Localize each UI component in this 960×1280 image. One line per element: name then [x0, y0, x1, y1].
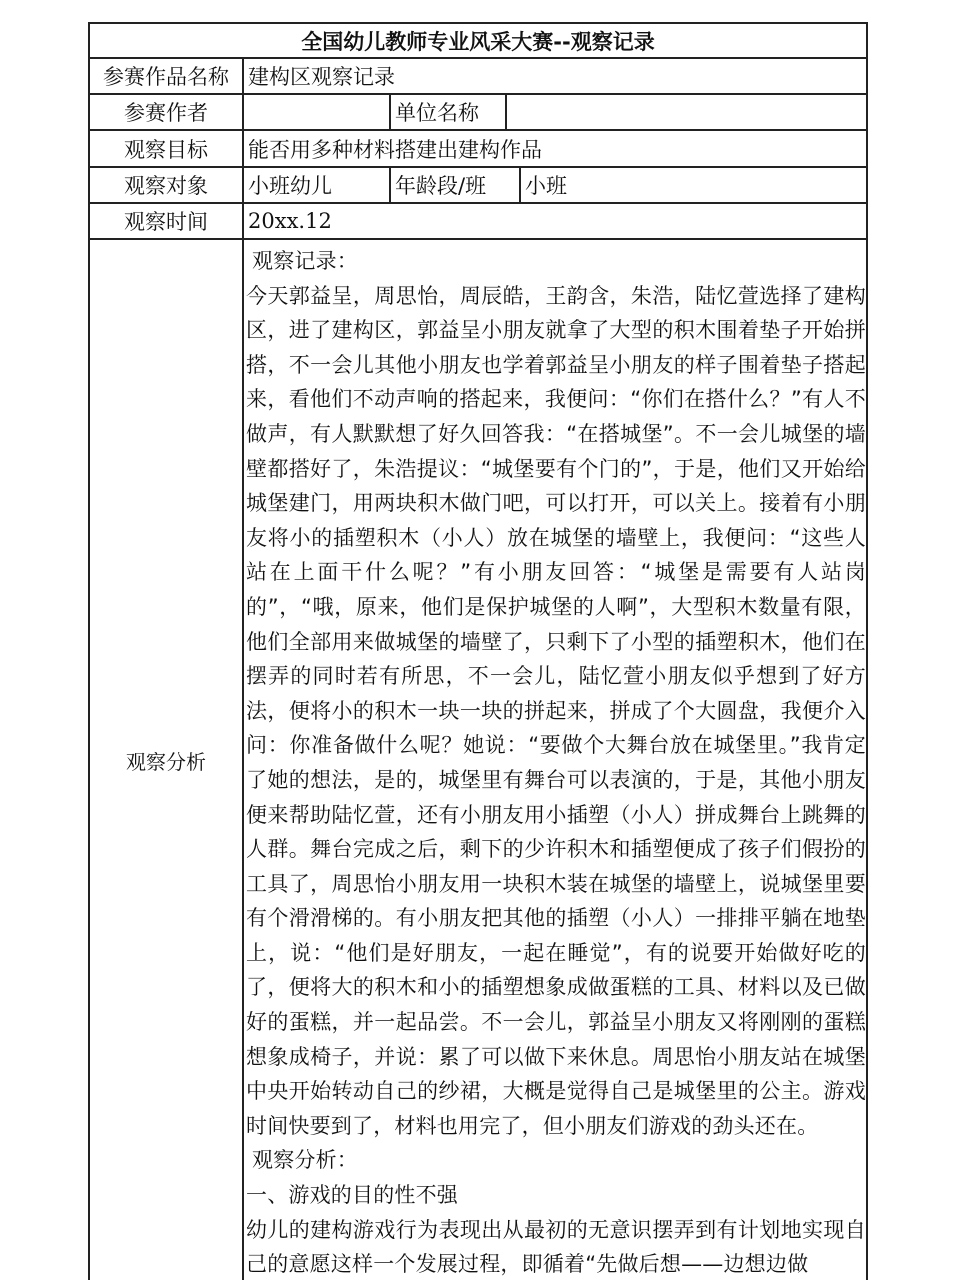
- time-value: 20xx.12: [248, 209, 332, 233]
- author-label: 参赛作者: [90, 95, 244, 129]
- work-name-label: 参赛作品名称: [90, 59, 244, 93]
- form-title-row: [90, 24, 866, 59]
- author-row: [90, 95, 866, 131]
- work-name-value: 建构区观察记录: [248, 65, 395, 89]
- work-name-row: [90, 59, 866, 95]
- subject-row: [90, 168, 866, 204]
- subject-value: 小班幼儿: [244, 168, 391, 202]
- form-title: 全国幼儿教师专业风采大赛--观察记录: [301, 29, 655, 54]
- goal-row: [90, 131, 866, 168]
- record-heading: 观察记录：: [252, 249, 358, 273]
- observation-record-form: [88, 22, 868, 1280]
- record-paragraph: 今天郭益呈，周思怡，周辰皓，王韵含，朱浩，陆忆萱选择了建构区，进了建构区，郭益呈小朋友就拿了大型的积木围着垫子开始拼搭，不一会儿其他小朋友也学着郭益呈小朋友的样子围着垫子搭起来，看他们不动声响的搭起来，我便问：“你们在搭什么？”有人不做声，有人默默想了好久回答我：“在搭城堡”。不一会儿城堡的墙壁都搭好了，朱浩提议：“城堡要有个门的”，于是，他们又开始给城堡建门，用两块积木做门吧，可以打开，可以关上。接着有小朋友将小的插塑积木（小人）放在城堡的墙壁上，我便问：“这些人站在上面干什么呢？”有小朋友回答：“城堡是需要有人站岗的”，“哦，原来，他们是保护城堡的人啊”，大型积木数量有限，他们全部用来做城堡的墙壁了，只剩下了小型的插塑积木，他们在摆弄的同时若有所思，不一会儿，陆忆萱小朋友似乎想到了好方法，便将小的积木一块一块的拼起来，拼成了个大圆盘，我便介入问：你准备做什么呢？她说：“要做个大舞台放在城堡里。”我肯定了她的想法，是的，城堡里有舞台可以表演的，于是，其他小朋友便来帮助陆忆萱，还有小朋友用小插塑（小人）拼成舞台上跳舞的人群。舞台完成之后，剩下的少许积木和插塑便成了孩子们假扮的工具了，周思怡小朋友用一块积木装在城堡的墙壁上，说城堡里要有个滑滑梯的。有小朋友把其他的插塑（小人）一排排平躺在地垫上，说：“他们是好朋友，一起在睡觉”，有的说要开始做好吃的了，便将大的积木和小的插塑想象成做蛋糕的工具、材料以及已做好的蛋糕，并一起品尝。不一会儿，郭益呈小朋友又将刚刚的蛋糕想象成椅子，并说：累了可以做下来休息。周思怡小朋友站在城堡中央开始转动自己的纱裙，大概是觉得自己是城堡里的公主。游戏时间快要到了，材料也用完了，但小朋友们游戏的劲头还在。: [246, 283, 866, 1138]
- time-label: 观察时间: [90, 204, 244, 238]
- unit-value: [507, 95, 866, 129]
- subject-label: 观察对象: [90, 168, 244, 202]
- analysis-heading: 观察分析：: [252, 1148, 358, 1173]
- age-group-label: 年龄段/班: [391, 168, 521, 202]
- unit-label: 单位名称: [391, 95, 507, 129]
- analysis-content: [244, 240, 866, 1280]
- goal-value: 能否用多种材料搭建出建构作品: [248, 137, 542, 162]
- age-group-value: 小班: [525, 174, 567, 198]
- point-1-title: 一、游戏的目的性不强: [246, 1183, 458, 1208]
- point-1-paragraph: 幼儿的建构游戏行为表现出从最初的无意识摆弄到有计划地实现自己的意愿这样一个发展过程，即循着“先做后想——边想边做: [246, 1217, 866, 1277]
- goal-label: 观察目标: [90, 131, 244, 166]
- time-row: [90, 204, 866, 240]
- analysis-label: 观察分析: [90, 240, 244, 1280]
- author-value: [244, 95, 391, 129]
